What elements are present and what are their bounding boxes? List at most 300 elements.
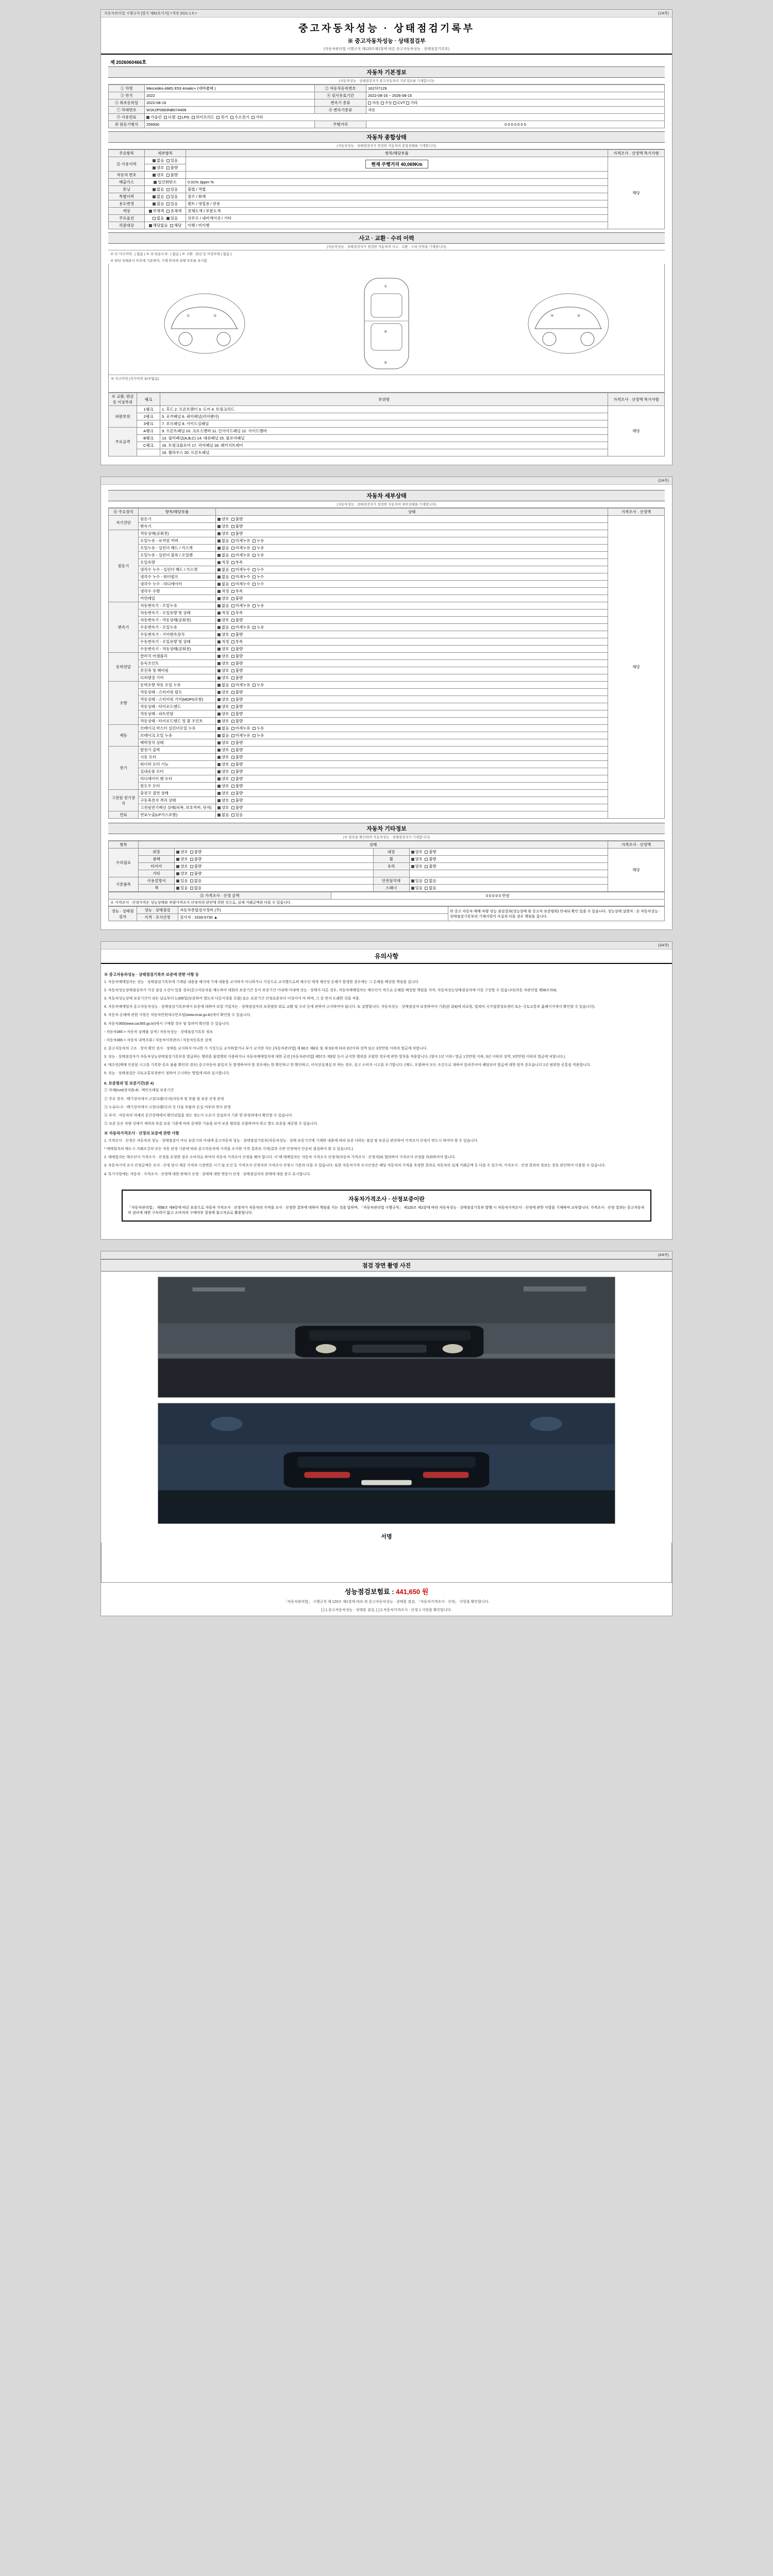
checkbox-other-option[interactable] (190, 887, 193, 890)
other-item-a-options (175, 863, 374, 870)
engine-label: ⑩ 원동기형식 (109, 121, 145, 128)
detail-option-label: 양호 (222, 711, 231, 716)
checkbox-other[interactable] (253, 547, 256, 550)
fuel-option-0: 가솔린 (150, 115, 162, 120)
other-item-a-label: 사용설명서 (139, 877, 175, 885)
checkbox-good[interactable] (217, 518, 221, 521)
overall-row-7-detail: 전체도색 / 부분도색 (186, 208, 608, 215)
checkbox-other[interactable] (231, 648, 234, 651)
detail-item-label: 작동상태 - 피트먼암 (139, 710, 216, 718)
checkbox-good[interactable] (217, 691, 221, 694)
checkbox-other[interactable] (231, 583, 234, 586)
parts-col-group: ※ 교환, 판금 등 이상부위 (109, 393, 137, 406)
checkbox-other[interactable] (231, 684, 234, 687)
checkbox-other-option[interactable] (425, 887, 428, 890)
checkbox-good[interactable] (217, 662, 221, 665)
checkbox-good[interactable] (217, 698, 221, 701)
other-item-b-options (409, 877, 608, 885)
detail-item-label: 작동상태 - 스티어링 기어(MDPS포함) (139, 696, 216, 703)
checkbox-option-yes[interactable] (166, 217, 170, 220)
detail-option-label: 미세누수 (235, 574, 253, 579)
inspector-label: 성능 · 상태점검자 (109, 907, 137, 921)
notice-title: 유의사항 (101, 950, 672, 964)
svg-text:③: ③ (550, 314, 553, 318)
checkbox-good[interactable] (217, 799, 221, 802)
other-item-a-options (175, 849, 374, 856)
checkbox-good[interactable] (217, 777, 221, 781)
checkbox-other[interactable] (231, 554, 234, 557)
checkbox-other[interactable] (253, 727, 256, 730)
checkbox-good[interactable] (217, 734, 221, 737)
detail-option-label: 양호 (222, 704, 231, 709)
detail-item-options (216, 703, 608, 710)
overall-row-4-opt (145, 186, 186, 193)
checkbox-other[interactable] (231, 691, 234, 694)
sheet-page-4 (100, 1251, 673, 1616)
checkbox-good[interactable] (217, 561, 221, 564)
detail-item-options (216, 747, 608, 754)
basic-label-1: ① 차명 (109, 85, 145, 92)
car-side-left-view (156, 285, 254, 362)
form-code: 자동차관리법 시행규칙 [별지 제82호서식] <개정 2021.1.5.> (104, 12, 197, 15)
checkbox-fuel-gasoline[interactable] (146, 116, 149, 119)
detail-row (109, 646, 665, 653)
checkbox-other-option[interactable] (176, 879, 179, 883)
checkbox-other[interactable] (231, 763, 234, 766)
detail-item-options (216, 631, 608, 638)
checkbox-good[interactable] (217, 720, 221, 723)
checkbox-fuel-ev[interactable] (216, 116, 220, 119)
checkbox-other[interactable] (231, 568, 234, 571)
parts-rank-4: B랭크 (137, 435, 160, 442)
notice-para-4: 5. 자동차 손해에 관한 사항은 자동차민원대국민포털(www.ecar.go.kr)에서 확인할 수 있습니다. (104, 1013, 251, 1018)
checkbox-other[interactable] (231, 575, 234, 579)
parts-rank-1: 2랭크 (137, 413, 160, 420)
checkbox-good[interactable] (217, 568, 221, 571)
checkbox-other-option[interactable] (425, 851, 428, 854)
checkbox-other-option[interactable] (176, 865, 179, 868)
checkbox-other[interactable] (231, 785, 234, 788)
overall-table (108, 149, 665, 229)
detail-item-label: 자동변속기 - 작동상태(공회전) (139, 617, 216, 624)
checkbox-other[interactable] (231, 799, 234, 802)
detail-item-options (216, 710, 608, 718)
detail-item-options (216, 617, 608, 624)
checkbox-other-option[interactable] (190, 872, 193, 875)
checkbox-good[interactable] (217, 806, 221, 809)
detail-row (109, 653, 665, 660)
signature-placeholder (102, 1543, 671, 1556)
checkbox-other[interactable] (253, 583, 256, 586)
inspection-photo-front (158, 1277, 615, 1398)
checkbox-other[interactable] (231, 720, 234, 723)
checkbox-good[interactable] (217, 532, 221, 535)
other-option-label: 없음 (429, 878, 439, 883)
detail-item-label: 작동상태(공회전) (139, 530, 216, 537)
checkbox-transmission-etc[interactable] (406, 101, 409, 105)
checkbox-other[interactable] (231, 619, 234, 622)
checkbox-good[interactable] (217, 612, 221, 615)
detail-option-label: 불량 (235, 618, 245, 622)
checkbox-good[interactable] (217, 741, 221, 744)
detail-item-label: 디퍼렌셜 기어 (139, 674, 216, 682)
checkbox-other-option[interactable] (425, 865, 428, 868)
checkbox-meter-good[interactable] (153, 166, 156, 170)
detail-item-options (216, 588, 608, 595)
checkbox-good[interactable] (217, 713, 221, 716)
checkbox-usechange-none[interactable] (153, 202, 156, 206)
checkbox-fuel-hybrid[interactable] (192, 116, 195, 119)
checkbox-other[interactable] (231, 741, 234, 744)
checkbox-other-option[interactable] (411, 887, 414, 890)
detail-item-label: 커먼레일 (139, 595, 216, 602)
overall-row-7-opt-1: 유채색 (170, 209, 182, 213)
checkbox-fuel-hydrogen[interactable] (230, 116, 233, 119)
checkbox-transmission-cvt[interactable] (393, 101, 396, 105)
checkbox-other[interactable] (231, 597, 234, 600)
checkbox-emission-co[interactable] (154, 181, 157, 184)
detail-col-1: 항목/해당부품 (139, 509, 216, 516)
checkbox-other[interactable] (231, 749, 234, 752)
detail-option-label: 누유 (256, 603, 266, 608)
detail-option-label: 양호 (222, 524, 231, 529)
detail-option-label: 양호 (222, 531, 231, 536)
parts-items-6: 19. 휠하우스 20. 프론트패널 (160, 449, 608, 456)
detail-row (109, 703, 665, 710)
accident-line-2: ※ 하단 상태표시 부호에 기준하여, 기재 위치에 상태 부호를 표시함 (110, 259, 207, 263)
detail-option-label: 적정 (222, 589, 231, 594)
other-table-body (109, 849, 665, 892)
detail-option-label: 양호 (222, 755, 231, 759)
checkbox-special-none[interactable] (153, 195, 156, 198)
detail-option-label: 양호 (222, 596, 231, 601)
checkbox-usage-none[interactable] (153, 159, 156, 162)
checkbox-other[interactable] (231, 814, 234, 817)
checkbox-other[interactable] (231, 777, 234, 781)
checkbox-color-achromatic[interactable] (149, 210, 152, 213)
checkbox-meter-bad[interactable] (166, 166, 170, 170)
checkbox-good[interactable] (217, 763, 221, 766)
checkbox-other[interactable] (231, 604, 234, 607)
detail-row (109, 783, 665, 790)
checkbox-good[interactable] (217, 640, 221, 643)
basic-label-8: ⑧ 변속기종류 (315, 107, 366, 114)
detail-col-3: 가격조사 · 산정액 (608, 509, 665, 516)
checkbox-good[interactable] (217, 705, 221, 708)
overall-row-6-name: 용도변경 (109, 200, 145, 208)
checkbox-recall-yes[interactable] (170, 224, 173, 227)
checkbox-good[interactable] (217, 575, 221, 579)
other-item-a-options (175, 877, 374, 885)
checkbox-other-option[interactable] (411, 851, 414, 854)
checkbox-recall-na[interactable] (149, 224, 152, 227)
detail-option-label: 있음 (235, 812, 245, 817)
checkbox-other-option[interactable] (425, 879, 428, 883)
section-other-note: (※ 항목을 확인하여 자동차성능 · 상태점검자가 기재합니다) (108, 834, 665, 841)
detail-item-label: 수동변속기 - 오일누유 (139, 624, 216, 631)
checkbox-good[interactable] (217, 554, 221, 557)
checkbox-other[interactable] (231, 806, 234, 809)
checkbox-other-option[interactable] (190, 879, 193, 883)
guarantee-box (122, 1190, 651, 1222)
other-option-label: 양호 (180, 864, 190, 869)
checkbox-other[interactable] (231, 756, 234, 759)
detail-option-label: 없음 (222, 582, 231, 586)
checkbox-other[interactable] (231, 734, 234, 737)
detail-option-label: 양호 (222, 791, 231, 795)
notice-item3-2: 2. 매매업자는 매수인이 가격조사 · 산정을 요청한 경우 소비자로 하여야 자동차 가격조사 산정을 해야 합니다. 이 때 매매업자는 자동차 가격조사 산정자(자동차 가격조사 · 산정자)와 협의하여 가격조사 산정을 의뢰하여야 합니다. (104, 1156, 456, 1160)
checkbox-other-option[interactable] (176, 872, 179, 875)
checkbox-usechange-yes[interactable] (166, 202, 170, 206)
overall-row-6-opt-1: 있음 (170, 201, 178, 206)
checkbox-good[interactable] (217, 633, 221, 636)
checkbox-good[interactable] (217, 525, 221, 528)
checkbox-other-option[interactable] (176, 851, 179, 854)
checkbox-other-option[interactable] (176, 858, 179, 861)
overall-row-9-opt-1: 해당 (174, 223, 182, 228)
detail-item-label: 작동상태 - 스티어링 펌프 (139, 689, 216, 696)
checkbox-tuning-none[interactable] (153, 188, 156, 191)
parts-rank-0: 1랭크 (137, 406, 160, 413)
parts-group-1: 주요골격 (109, 428, 137, 456)
checkbox-other[interactable] (231, 770, 234, 773)
notice-para-0: 1. 자동차매매업자는 성능 · 상태점검기록부에 기재된 내용을 해지에 기재 내용을 교지하지 아니하거나 거짓으로 교지했으로써 매수인 에게 재산상 손해가 발생한 경우에는 그 손해를 배상할 책임을 집니다. (104, 980, 419, 984)
signature-area[interactable] (101, 1543, 672, 1583)
checkbox-other-option[interactable] (190, 851, 193, 854)
checkbox-other[interactable] (253, 626, 256, 629)
checkbox-other[interactable] (231, 698, 234, 701)
detail-option-label: 불량 (235, 784, 245, 788)
basic-label-6: 변속기 종류 (315, 99, 366, 107)
checkbox-good[interactable] (217, 770, 221, 773)
other-option-label: 양호 (180, 871, 190, 876)
detail-state-table (108, 508, 665, 819)
detail-row (109, 588, 665, 595)
checkbox-option-none[interactable] (153, 217, 156, 220)
checkbox-other[interactable] (231, 633, 234, 636)
detail-item-options (216, 696, 608, 703)
checkbox-other[interactable] (231, 626, 234, 629)
checkbox-other[interactable] (231, 532, 234, 535)
detail-table-body (109, 516, 665, 819)
checkbox-other[interactable] (231, 727, 234, 730)
overall-row-1-opt-1: 불량 (170, 165, 178, 170)
checkbox-good[interactable] (217, 648, 221, 651)
basic-label-5: ⑤ 최초등록일 (109, 99, 145, 107)
overall-row-4-detail: 불법 / 적법 (186, 186, 608, 193)
overall-row-3-opt-0: 일산화탄소 (158, 180, 177, 184)
detail-item-label: 자동변속기 - 오일누유 (139, 602, 216, 609)
checkbox-fuel-etc[interactable] (251, 116, 255, 119)
detail-spec-value: 해당 (608, 516, 665, 819)
accident-line-1: ※ ⑬ 사고이력 : ( 없음 ) ※ ⑭ 단순수리 : ( 없음 ) ※ 교환 · 판금 등 이상부위 ( 없음 ) (110, 252, 232, 256)
detail-option-label: 미세누유 (235, 603, 253, 608)
checkbox-good[interactable] (217, 785, 221, 788)
checkbox-good[interactable] (217, 749, 221, 752)
checkbox-other[interactable] (231, 640, 234, 643)
checkbox-other-option[interactable] (411, 865, 414, 868)
checkbox-good[interactable] (217, 756, 221, 759)
checkbox-good[interactable] (217, 792, 221, 795)
detail-col-2: 상태 (216, 509, 608, 516)
notice-item2-2: ③ 누유/누수 : 배기장치에서 고장/교환/수리 등 다음 부품의 손실 여부의 변조 판정 (104, 1105, 231, 1109)
detail-row (109, 660, 665, 667)
checkbox-good[interactable] (217, 669, 221, 672)
checkbox-other[interactable] (231, 590, 234, 593)
overall-row-1-opt-0: 양호 (156, 165, 164, 170)
detail-row (109, 667, 665, 674)
detail-option-label: 없음 (222, 603, 231, 608)
checkbox-other[interactable] (253, 734, 256, 737)
checkbox-other[interactable] (231, 547, 234, 550)
checkbox-good[interactable] (217, 676, 221, 680)
car-side-right-view (519, 285, 617, 362)
overall-row-6-opt (145, 200, 186, 208)
other-item-a-options (175, 856, 374, 863)
parts-items-0: 1. 후드 2. 프론트팬더 3. 도어 4. 트렁크리드 (160, 406, 608, 413)
detail-item-label: 변속기 (139, 523, 216, 530)
checkbox-other[interactable] (231, 669, 234, 672)
checkbox-other[interactable] (231, 612, 234, 615)
checkbox-other[interactable] (253, 684, 256, 687)
detail-option-label: 양호 (222, 719, 231, 723)
parts-spec-value: 해당 (608, 406, 665, 456)
svg-text:①: ① (187, 314, 190, 318)
notice-para-1: 2. 자동차성능상태점검자가 거짓 점검 소견이 있을 경우(중고자동차를 매도하여 대회의 보증기간 등이 보증기간 이내에 이내에 성능 · 상태가 다른 경우, 자동차매매업자는 매수인이 적으로 손해를 배상할 책임을 지며, 자동차성능상태점검자에 이를 구상할 수 있습니다(자동 차관리법 제58조의4). (104, 989, 558, 993)
detail-row (109, 710, 665, 718)
basic-label-4: ④ 검사유효기간 (315, 92, 366, 99)
detail-option-label: 불량 (235, 517, 245, 521)
checkbox-other-option[interactable] (190, 865, 193, 868)
parts-rank-6 (137, 449, 160, 456)
other-option-label: 없음 (194, 886, 204, 890)
insurance-price-label: 성능점검보험료 : (344, 1587, 394, 1596)
notice-head-3: ※ 자동차가격조사 · 산정의 보증에 관한 사항 (104, 1131, 179, 1136)
checkbox-good[interactable] (217, 604, 221, 607)
checkbox-other-option[interactable] (425, 858, 428, 861)
overall-row-0-name: ⑫ 사용이력 (109, 157, 145, 172)
notice-item3-1: * 매매업자의 매도시 거래조건의 모든 자동 판정 기준에 따라 중고자동차에 가격을 조사한 가격 결과의 가격(결과 수반 산정에서 단순히 점검하여 할 수 있습니다.) (104, 1147, 353, 1151)
checkbox-fuel-lpg[interactable] (178, 116, 181, 119)
checkbox-other[interactable] (231, 792, 234, 795)
detail-option-label: 불량 (235, 769, 245, 774)
svg-text:④: ④ (577, 314, 580, 318)
checkbox-good[interactable] (217, 655, 221, 658)
checkbox-other[interactable] (231, 713, 234, 716)
fuel-option-6: 기타 (256, 115, 263, 120)
detail-item-options (216, 545, 608, 552)
checkbox-other[interactable] (253, 575, 256, 579)
detail-item-label: 실내송풍 모터 (139, 768, 216, 775)
checkbox-transmission-manual[interactable] (381, 101, 384, 105)
notice-item2-4: ⑤ 보증 등은 차량 상태가 제작과 부분 보증 기준에 따라 중대한 기술을 보여 보증 범위를 포함하여야 하고 별도 보증을 제공할 수 있습니다. (104, 1122, 318, 1126)
detail-item-options (216, 530, 608, 537)
detail-option-label: 불량 (235, 711, 245, 716)
checkbox-other[interactable] (231, 705, 234, 708)
detail-item-label: 냉각수 누수 - 워터펌프 (139, 573, 216, 581)
checkbox-tuning-yes[interactable] (166, 188, 170, 191)
checkbox-special-yes[interactable] (166, 195, 170, 198)
other-option-label: 있음 (180, 878, 190, 883)
checkbox-other[interactable] (253, 568, 256, 571)
checkbox-good[interactable] (217, 814, 221, 817)
notice-para-5: 6. 자동차365(www.car365.go.kr)에서 구매할 경우 및 알려야 확인할 수 있습니다. (104, 1022, 230, 1026)
checkbox-other[interactable] (231, 561, 234, 564)
detail-item-options (216, 653, 608, 660)
checkbox-other[interactable] (253, 539, 256, 543)
checkbox-good[interactable] (217, 547, 221, 550)
checkbox-plate-good[interactable] (153, 174, 156, 177)
insurance-price-value: 441,650 원 (396, 1587, 429, 1596)
checkbox-other[interactable] (231, 676, 234, 680)
checkbox-good[interactable] (217, 539, 221, 543)
odometer-counter: 0 0 0 0 0 0 0 (366, 121, 665, 128)
detail-row (109, 552, 665, 559)
checkbox-usage-yes[interactable] (166, 159, 170, 162)
overall-row-3-opt (145, 179, 186, 186)
checkbox-good[interactable] (217, 597, 221, 600)
detail-item-options (216, 609, 608, 617)
checkbox-good[interactable] (217, 590, 221, 593)
checkbox-transmission-auto[interactable] (368, 101, 371, 105)
detail-option-label: 없음 (222, 538, 231, 543)
other-option-label: 불량 (429, 850, 439, 854)
other-item-a-label: 광택 (139, 856, 175, 863)
checkbox-plate-bad[interactable] (166, 174, 170, 177)
detail-item-label: 클러치 어셈블리 (139, 653, 216, 660)
form-legal-strip (101, 10, 672, 18)
fuel-option-5: 수소전기 (234, 115, 249, 120)
detail-item-label: 작동상태 - 타이로드엔드 및 볼 조인트 (139, 718, 216, 725)
checkbox-good[interactable] (217, 619, 221, 622)
other-col-2: 가격조사 · 산정액 (608, 841, 665, 849)
checkbox-good[interactable] (217, 626, 221, 629)
sheet-page-1 (100, 9, 673, 465)
checkbox-other-option[interactable] (176, 887, 179, 890)
checkbox-other-option[interactable] (411, 858, 414, 861)
checkbox-other[interactable] (231, 539, 234, 543)
checkbox-good[interactable] (217, 727, 221, 730)
checkbox-good[interactable] (217, 684, 221, 687)
parts-col-rank: 랭크 (137, 393, 160, 406)
overall-row-4-name: 튜닝 (109, 186, 145, 193)
detail-item-label: 윈도우 모터 (139, 783, 216, 790)
checkbox-other[interactable] (253, 604, 256, 607)
guarantee-text: 「자동차관리법」 제58조 제4항에 따른 보증으로 자동차 가격조사 · 산정자가 자동차의 가격을 조사 · 산정한 결과에 대하여 책임을 지는 것을 말하며, 「자동차관리법 시행규칙」 제120조 제1항에 따라 자동차성능 · 상태점검기록부 발행 시 자동차가격조사 · 산정에 관한 사항을 기재하여 교부합니다. 가격조사 · 산정 결과는 중고자동차의 권리에 대한 구속력이 없고 소비자의 구매여부 결정에 참고자료로 활용합니다. (128, 1206, 645, 1215)
checkbox-other-option[interactable] (411, 879, 414, 883)
fuel-option-4: 전기 (221, 115, 228, 120)
detail-option-label: 미세누수 (235, 582, 253, 586)
parts-rank-5: C랭크 (137, 442, 160, 449)
other-item-b-options (409, 870, 608, 877)
detail-option-label: 양호 (222, 769, 231, 774)
checkbox-good[interactable] (217, 583, 221, 586)
checkbox-other[interactable] (231, 525, 234, 528)
checkbox-other[interactable] (231, 655, 234, 658)
detail-item-options (216, 768, 608, 775)
checkbox-other[interactable] (231, 662, 234, 665)
checkbox-fuel-diesel[interactable] (164, 116, 167, 119)
detail-item-label: 오일누유 - 실린더 헤드 / 가스켓 (139, 545, 216, 552)
checkbox-color-chromatic[interactable] (166, 210, 170, 213)
checkbox-other[interactable] (231, 518, 234, 521)
checkbox-other[interactable] (253, 554, 256, 557)
detail-option-label: 양호 (222, 618, 231, 622)
checkbox-other-option[interactable] (190, 858, 193, 861)
detail-item-options (216, 682, 608, 689)
detail-option-label: 없음 (222, 726, 231, 731)
detail-item-options (216, 602, 608, 609)
